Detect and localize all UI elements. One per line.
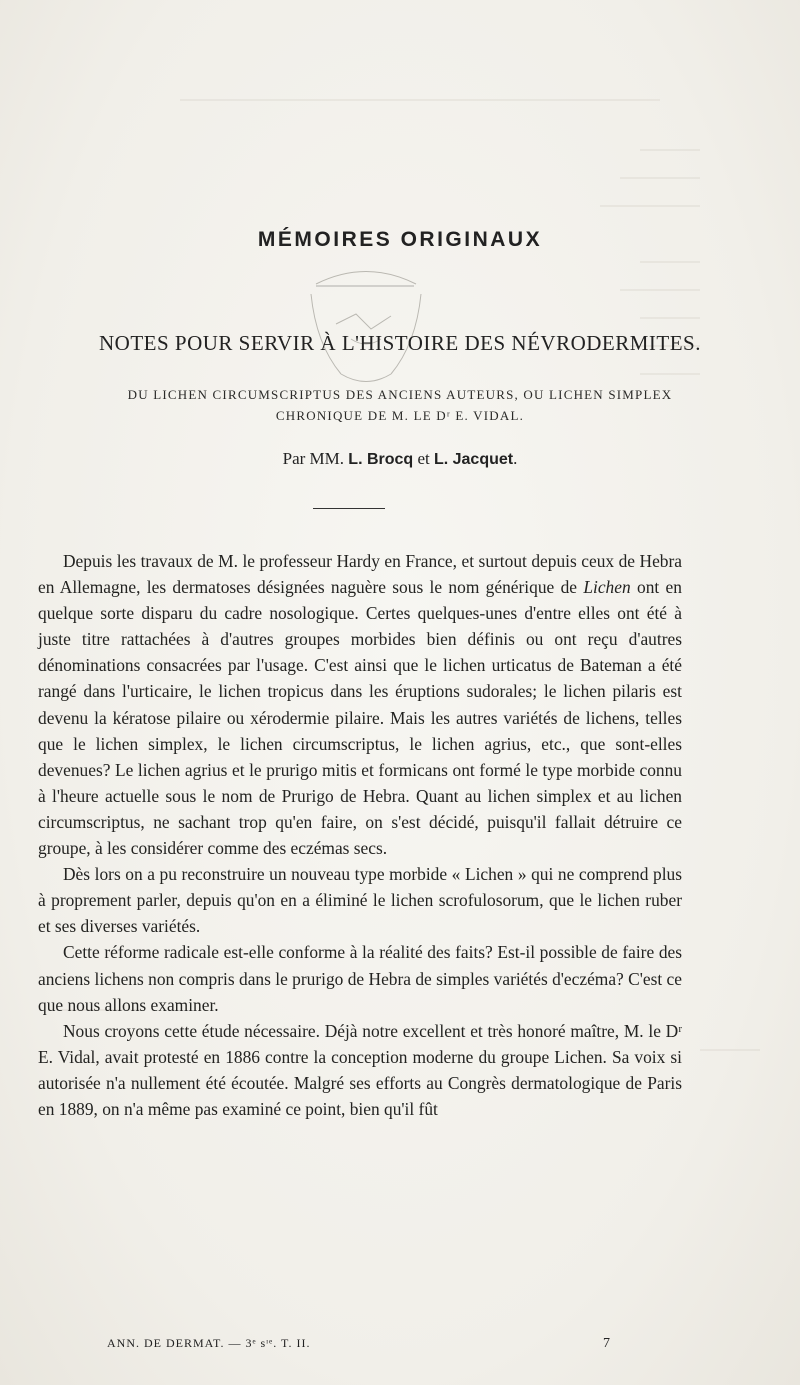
authors-prefix: Par MM. — [282, 449, 349, 468]
article-title: NOTES POUR SERVIR À L'HISTOIRE DES NÉVRODERMITES. — [99, 331, 701, 355]
authors-joiner: et — [413, 449, 434, 468]
journal-footer: ANN. DE DERMAT. — 3ᵉ sᶦᵉ. T. II. — [107, 1336, 311, 1350]
paragraph-2: Dès lors on a pu reconstruire un nouveau type morbide « Lichen » qui ne comprend plus à proprement parler, depuis qu'on en a éliminé le lichen scrofulosorum, que le lichen ruber et ses diverses variétés. — [38, 864, 682, 937]
author-1: L. Brocq — [348, 451, 414, 468]
library-stamp — [296, 244, 436, 394]
article-subtitle-line1: DU LICHEN CIRCUMSCRIPTUS DES ANCIENS AUTEURS, OU LICHEN SIMPLEX — [127, 387, 673, 402]
paragraph-3: Cette réforme radicale est-elle conforme à la réalité des faits? Est-il possible de faire des anciens lichens non compris dans le prurigo de Hebra de simples variétés d'eczéma? C'est ce que nous allons examiner. — [38, 942, 682, 1015]
article-subtitle-line2: CHRONIQUE DE M. LE Dʳ E. VIDAL. — [275, 408, 525, 423]
section-title: MÉMOIRES ORIGINAUX — [257, 228, 543, 251]
article-body — [38, 548, 682, 1122]
author-2: L. Jacquet — [433, 451, 514, 468]
title-divider — [313, 508, 385, 509]
page-number: 7 — [603, 1336, 611, 1351]
paragraph-1 — [38, 548, 682, 861]
authors-line — [0, 449, 800, 469]
authors-suffix: . — [513, 449, 518, 468]
paragraph-1-text-a: Depuis les travaux de M. le professeur Hardy en France, et surtout depuis ceux de Hebra en Allemagne, les dermatoses désignées naguère sous le nom générique de — [38, 551, 682, 598]
paragraph-1-text-b: ont en quelque sorte disparu du cadre nosologique. Certes quelques-unes d'entre elles ont été à juste titre rattachées à d'autres groupes morbides bien définis ou ont reçu d'autres dénominations consacrées par l'usage. C'est ainsi que le lichen urticatus de Bateman a été rangé dans l'urticaire, le lichen tropicus dans les éruptions sudorales; le lichen pilaris est devenu la kératose pilaire ou xérodermie pilaire. Mais les autres variétés de lichens, telles que le lichen simplex, le lichen circumscriptus, le lichen agrius, etc., que sont-elles devenues? Le lichen agrius et le prurigo mitis et formicans ont formé le type morbide connu à l'heure actuelle sous le nom de Prurigo de Hebra. Quant au lichen simplex et au lichen circumscriptus, ne sachant trop qu'en faire, on s'est décidé, puisqu'il fallait détruire ce groupe, à les considérer comme des eczémas secs. — [38, 577, 682, 859]
paragraph-1-italic: Lichen — [583, 577, 631, 598]
paragraph-4: Nous croyons cette étude nécessaire. Déjà notre excellent et très honoré maître, M. le Dʳ E. Vidal, avait protesté en 1886 contre la conception moderne du groupe Lichen. Sa voix si autorisée n'a nullement été écoutée. Malgré ses efforts au Congrès dermatologique de Paris en 1889, on n'a même pas examiné ce point, bien qu'il fût — [38, 1020, 682, 1119]
